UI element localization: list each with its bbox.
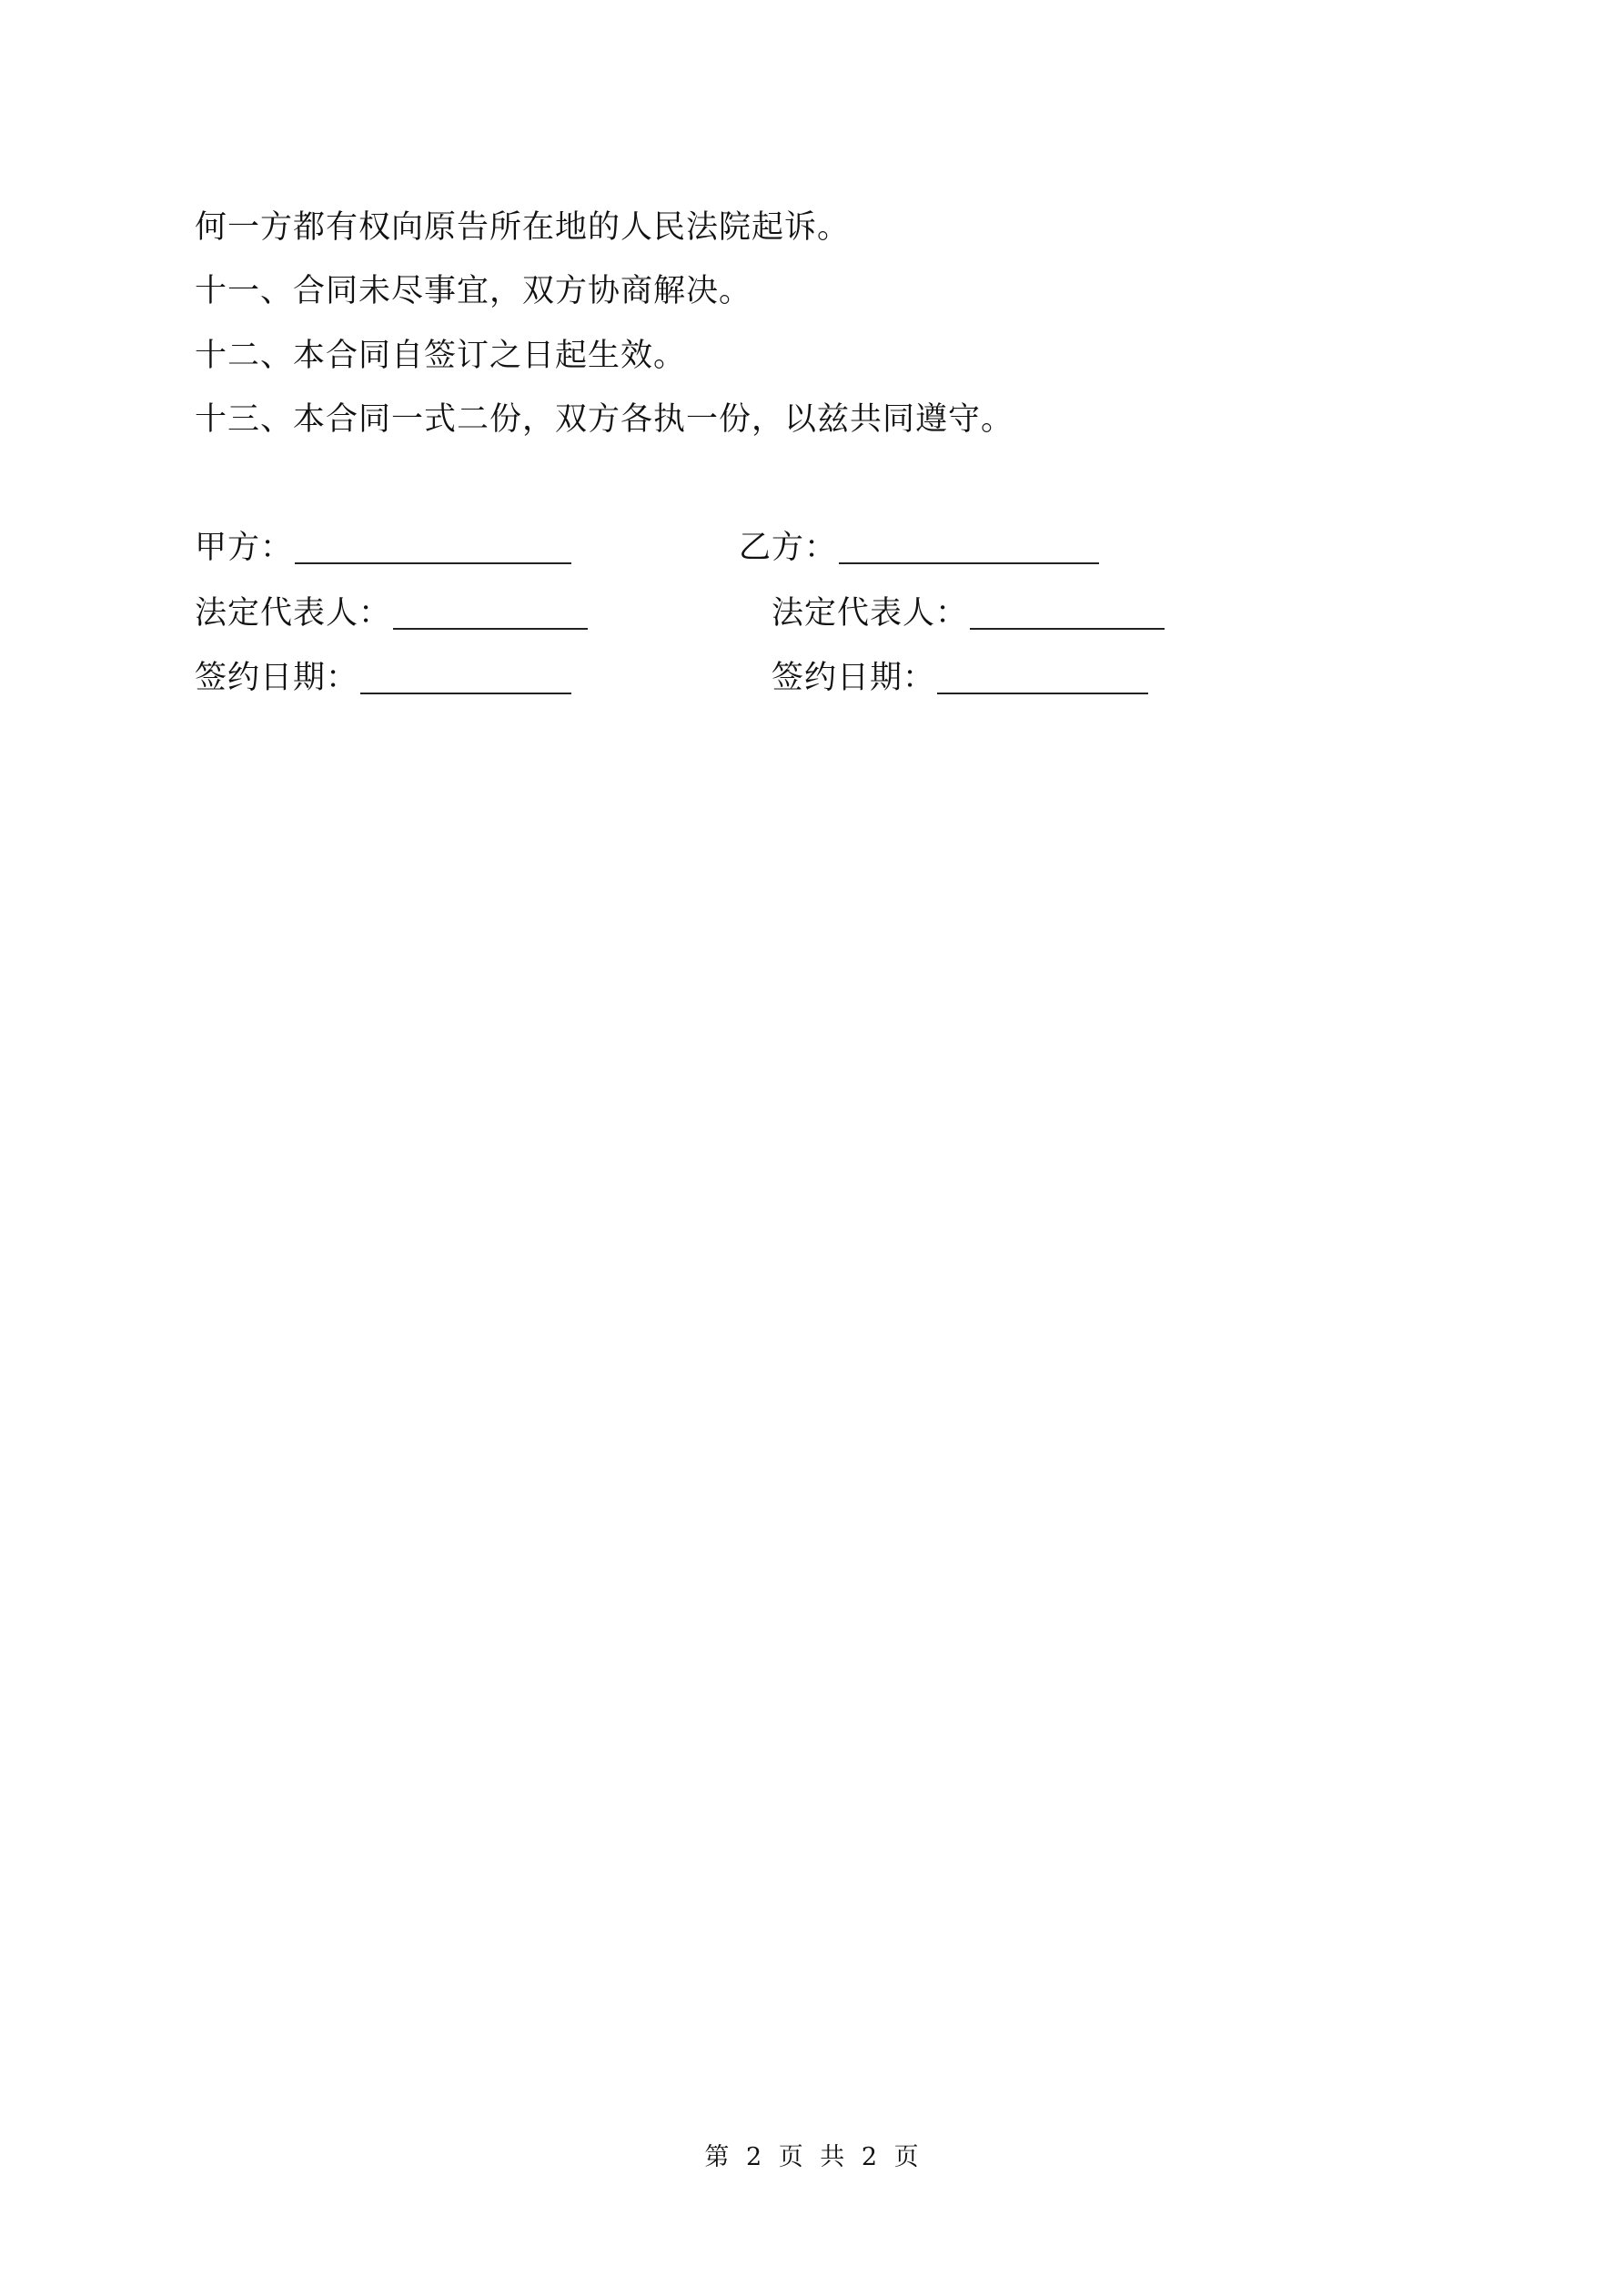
party-b-date-blank <box>937 665 1148 694</box>
party-a-label: 甲方： <box>195 530 294 566</box>
party-a-rep-label: 法定代表人： <box>195 595 392 632</box>
clause-12: 十二、本合同自签订之日起生效。 <box>195 338 687 374</box>
party-a-date-blank <box>360 665 571 694</box>
page-number-footer: 第 2 页 共 2 页 <box>704 2143 920 2171</box>
party-b-blank <box>839 535 1099 564</box>
party-b-signature-line <box>739 532 1099 564</box>
party-a-representative-line <box>195 595 588 632</box>
party-a-rep-blank <box>393 601 588 630</box>
party-b-representative-line <box>772 595 1165 632</box>
party-a-date-line <box>195 660 571 696</box>
party-a-blank <box>295 535 571 564</box>
paragraph-continuation: 何一方都有权向原告所在地的人民法院起诉。 <box>195 209 851 246</box>
party-b-rep-blank <box>970 601 1165 630</box>
clause-11: 十一、合同未尽事宜，双方协商解决。 <box>195 273 752 309</box>
party-b-date-label: 签约日期： <box>772 660 936 696</box>
party-a-signature-line <box>195 532 571 564</box>
party-b-rep-label: 法定代表人： <box>772 595 969 632</box>
clause-13: 十三、本合同一式二份，双方各执一份，以兹共同遵守。 <box>195 401 1014 438</box>
party-a-date-label: 签约日期： <box>195 660 359 696</box>
party-b-label: 乙方： <box>739 530 838 566</box>
party-b-date-line <box>772 660 1148 696</box>
